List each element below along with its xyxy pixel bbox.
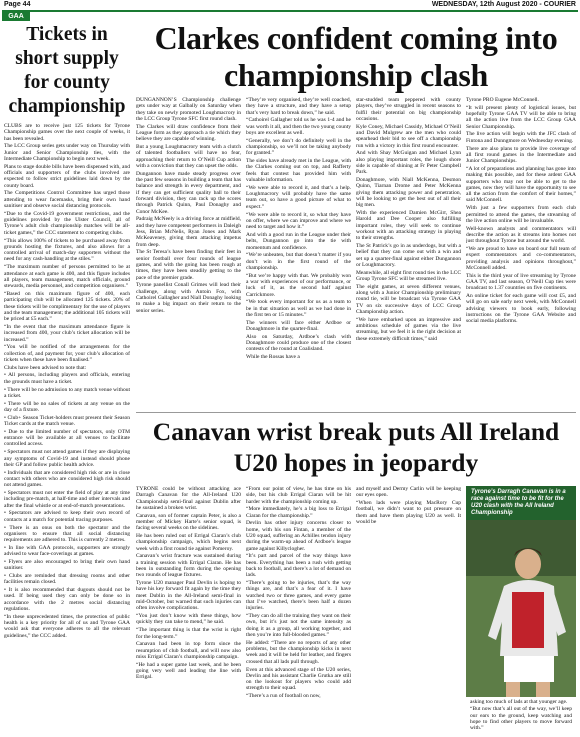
paragraph: Tyrone panellist Conall Grimes will lead their challenge, along with Antoin Fox, with Cathoirel Gallagher and Niall Donaghy looking to make a big impact on their return to the senior series.: [136, 282, 241, 314]
sidebar-body: [4, 123, 130, 639]
paragraph: The St Patrick’s go in as underdogs, but with a belief that they can come out with a win and set up a quarter-final against either Dungannon or Loughmacrory.: [356, 243, 461, 268]
paragraph: DUNGANNON’S Championship challenge gets under way at Galbally on Saturday when they take on newly promoted Loughmacrory in the LCC Group Tyrone SFC first round clash.: [136, 97, 241, 122]
paragraph: • Individuals that are considered high risk or are in close contact with others who are considered high risk should not attend games.: [4, 469, 130, 489]
paragraph: and myself and Dermy Carlin will be keeping our eyes open.: [356, 486, 461, 499]
paragraph: An online ticket for each game will cost £5, and will go on sale early next week, with McConnell advising viewers to book early, following instructions on the Tyrone GAA Website and social media platforms.: [466, 293, 576, 325]
paragraph: • There is an onus on both the spectator and the organisers to ensure that all social distancing requirements are adhered to. This is currently 2 metres.: [4, 524, 130, 544]
paragraph: “When lads were playing MacRory Cup football, we didn’t want to put pressure on them and have them playing U20 as well. It would be: [356, 500, 461, 525]
paragraph: “Based on this maximum figure of 400, each participating club will be allocated 125 tickets. 20% of these tickets will be complimentary for the use of players and the team management; the additional 105 tickets will be priced at £5 each.”: [4, 290, 130, 323]
story2-column-2: [246, 486, 351, 735]
paragraph: “We are proud to have on board our full team of expert commentators and co-commentators, providing analysis and opinions throughout,” McConnell added.: [466, 246, 576, 271]
paragraph: Kyle Coney, Michael Cassidy, Michael O’Neill and David Mulgrew are the men who could spearhead their bid to see off a championship run with a victory in this first round encounter.: [356, 123, 461, 149]
paragraph: The LCC Group series gets under way on Thursday with Junior and Senior Championship ties, with the Intermediate Championship to begin next week.: [4, 143, 130, 162]
paragraph: Also on Saturday, Ardboe’s clash with Donaghmore could produce one of the closest contests of the round at Coalisland.: [246, 333, 351, 353]
paragraph: The Clarkes will draw confidence from their League form as they approach a tie which they believe they are capable of winning.: [136, 123, 241, 143]
story2-column-3-continued: [466, 697, 576, 735]
paragraph: He added: “There are no reports of any other problems, but the championship kicks in next week and it will be held for leather, and fingers crossed that all lads pull through.: [246, 639, 351, 665]
paragraph: Even at this advanced stage of the U20 series, Devlin and his assistant Charlie Grutka are still on the lookout for players who could add strength to their squad.: [246, 666, 351, 692]
paragraph: The winners will face either Ardboe or Donaghmore in the quarter-final.: [246, 319, 351, 333]
paragraph: Well-known analysts and commentators will describe the action as it streams into homes not just throughout Tyrone but around the world.: [466, 225, 576, 245]
paragraph: “Generally, we don’t do definitely well in the championship, so we’ll not be taking anybody for granted.”: [246, 137, 351, 157]
photo-caption: Tyrone’s Darragh Canavan is in a race against time to be fit for the U20 clash with the All Ireland Championship: [466, 486, 576, 520]
paragraph: “They’re very organised, they’re well coached, they have a structure, and they have a setup that’s very hard to break down,” he said.: [246, 97, 351, 116]
paragraph: “In these unprecedented times, the protection of public health is a key priority for all of us and Tyrone GAA would ask that everyone adheres to all the relevant guidelines,” the CCC added.: [4, 613, 130, 639]
story1-column-2: [246, 97, 351, 410]
paragraph: “We took every important for us as a team to be in that situation as well as we had done in the first ten or 15 minutes.”: [246, 299, 351, 318]
paragraph: Tyrone U20 manager Paul Devlin is hoping to have his key forward fit again by the time they meet Dublin in the All-Ireland semi-final in mid-October, but warned that such injuries can often involve complications.: [136, 580, 241, 612]
paragraph: While the Rossas have a: [246, 354, 300, 361]
story2-column-3: [356, 486, 461, 735]
paragraph: • Spectators must not attend games if they are displaying any symptoms of Covid-19 and instead should phone their GP and follow public health advice.: [4, 449, 130, 468]
paragraph: There are also plans to provide live coverage of all first round games in the Intermediate and Junior Championships.: [466, 145, 576, 165]
paragraph: “You will be notified of the arrangements for the collection of, and payment for, your club’s allocation of tickets when these have been finalised.”: [4, 344, 130, 363]
paragraph: Dungannon have made steady progress over the past few seasons in building a team that has balance and strength in every department, and if they can get sufficient quality ball to their forward division, they can rack up the scores through Patrick Quinn, Paul Donaghy and Conor McKee.: [136, 170, 241, 215]
paragraph: Padraig McNeely is a driving force at midfield, and they have competent performers in Daleigh Jess, Brian McNelis, Ryan Jones and Mark McKeaveney, giving them attacking impetus from deep.: [136, 216, 241, 248]
paragraph: “More immediately, he’s a big loss to Errigal Ciaran for the championship.”: [246, 506, 351, 519]
paragraph: The eight games, at seven different venues, along with a Junior Championship preliminary round tie, will be broadcast via Tyrone GAA TV on six successive days of LCC Group Championship action.: [356, 283, 461, 315]
second-headline: Canavan wrist break puts All Ireland U20 hopes in jeopardy: [152, 417, 560, 477]
story1-column-3: [356, 97, 461, 410]
dateline: WEDNESDAY, 12th August 2020 - COURIER: [431, 1, 576, 8]
paragraph: Canavan, son of former captain Peter, is also a member of Mickey Harte’s senior squad, is facing several weeks on the sidelines.: [136, 512, 241, 532]
paragraph: Tyrone PRO Eugene McConnell.: [466, 97, 539, 103]
paragraph: Donaghmore, with Niall McKenna, Desmon Quinn, Tiarnan Drome and Peter McKenna giving them attacking power and penetration, will be looking to get the best out of all their big men.: [356, 177, 461, 209]
paragraph: • Spectators are advised to keep their own record of contacts at a match for potential tracing purposes.: [4, 510, 130, 523]
sidebar-headline: Tickets in short supply for county championship: [8, 24, 126, 117]
paragraph: “Cathoirel Gallagher told us he was 1-4 and he was worth it all, and then the two young county boys are excellent as well.: [246, 117, 351, 136]
paragraph: “In the event that the maximum attendance figure is increased from 400, your club’s ticket allocation will be increased.”: [4, 323, 130, 343]
paragraph: “A lot of preparations and planning has gone into making this possible, and for these ardent GAA supporters who may not be able to get to the games, now they will have the opportunity to see all the action from the comfort of their homes,” said McConnell.: [466, 165, 576, 204]
paragraph: “There’s a run of football on now,: [246, 693, 321, 700]
paragraph: “It will present plenty of logistical issues, but hopefully Tyrone GAA TV will be able to bring all the action live from the LCC Group GAA Senior Championship.: [466, 104, 576, 130]
paragraph: star-studded team peppered with county players, they’ve struggled in recent seasons to fulfil their potential on big championship occasions.: [356, 97, 461, 122]
paragraph: “It’s part and parcel of the way things have been. Everything has been a rush with getting back to football, and there’s a lot of demand on lads.: [246, 553, 351, 579]
main-headline: Clarkes confident coming into championship clash: [154, 20, 558, 93]
header-rule: [2, 10, 578, 12]
paragraph: CLUBS are to receive just 125 tickets for Tyrone Championship games over the next couple of weeks, it has been revealed.: [4, 123, 130, 142]
paragraph: “The maximum number of persons permitted to be at attendance at each game is 400, and this figure includes all players, team management, match officials, ground stewards, media personnel, and competition organisers.”: [4, 264, 130, 290]
paragraph: “This allows 100% of tickets to be purchased away from grounds hosting the fixtures, and also allows for a controlled arrival of match-day supporters without the need for any cash-handling at the stiles.”: [4, 237, 130, 263]
paragraph: Canavan’s wrist fracture was sustained during a training session with Errigal Ciaran. He has been in outstanding form during the opening two rounds of league fixtures.: [136, 553, 241, 579]
paragraph: “There’s going to be injuries, that’s the way things are, and that’s a fear of it. I have watched two or three games, and every game that I’ve watched, there’s been half a dozen injuries.: [246, 580, 351, 612]
paragraph: “But we’re happy with that. We probably won a war with experiences of our performance, or luck of it, as the second half against Carrickmore.: [246, 272, 351, 298]
paragraph: The St Teresa’s have been finding their feet in senior football over four rounds of league games, and with the going has been rough at times, they have been steadily getting to the pace of the premier grade.: [136, 249, 241, 281]
paragraph: • Clubs are reminded that dressing rooms and other facilities remain closed.: [4, 573, 130, 586]
paragraph: • There will be no admission to any match venue without a ticket.: [4, 386, 130, 399]
paragraph: Plans to stage double bills have been dispensed with, and officials and supporters of the clubs involved are expected to follow strict guidelines laid down by the county board.: [4, 163, 130, 189]
sidebar-story: [4, 23, 130, 735]
paragraph: “We have embarked upon an impressive and ambitious schedule of games via the live streaming, but we feel it is the right decision at these extremely difficult times,” said: [356, 316, 461, 342]
paragraph: Clubs have been advised to note that:: [4, 364, 87, 371]
paragraph: “The important thing is that the wrist is right for the long-term.”: [136, 627, 241, 640]
story-divider: [136, 412, 576, 413]
paragraph: This is the third year of live streaming by Tyrone GAA TV, and last season, O’Neill Cup ties were broadcast to 1.37 countries on five continents.: [466, 272, 576, 292]
paragraph: • In line with GAA protocols, supporters are strongly advised to wear face-coverings at games.: [4, 544, 130, 558]
story1-column-1: [136, 97, 241, 410]
story2-column-1: [136, 486, 241, 735]
paragraph: “He had a super game last week, and he been going very well and leading the line with Errigal.: [136, 661, 241, 681]
paragraph: “We were able to record it, and that’s a help. Loughmacrory will probably have the same team out, so have a good picture of what to expect.”: [246, 184, 351, 210]
paragraph: “We’re unbeaten, but that doesn’t matter if you don’t win in the first round of the championship.: [246, 252, 351, 271]
paragraph: “From our point of view, he has time on his side, but his club Errigal Ciaran will be hit harder with the championship coming up.: [246, 486, 351, 505]
paragraph: “We were able to record it, so what they have on offer, where we can improve and where we need to target and how it.”: [246, 211, 351, 231]
paragraph: • It is also recommended that dugouts should not be used. If being used they can only be done so in accordance with the 2 metres social distancing regulations.: [4, 587, 130, 613]
paragraph: With the experienced Damien McGirr, Shea Harold and Dee Cooper also fulfilling important roles, they will seek to continue workout with an attacking strategy in playing to their strengths.: [356, 210, 461, 242]
paragraph: • Flyers are also encouraged to bring their own hand sanitiser.: [4, 559, 130, 572]
paragraph: • Spectators must not enter the field of play at any time including pre-match, at half-time and other intervals and after the final whistle or at end-of-match presentations.: [4, 490, 130, 509]
paragraph: Canavan had been in top form since the resumption of club football, and will now also miss Errigal Ciaran’s championship campaign.: [136, 641, 241, 660]
paragraph: TYRONE could be without attacking ace Darragh Canavan for the All-Ireland U20 Championship semi-final against Dublin after he sustained a broken wrist.: [136, 486, 241, 511]
paragraph: Devlin has other injury concerns closer to home, with his son Fintan, a member of the U20 squad, suffering an Achilles tendon injury during the warm-up ahead of Ardboe’s league game against Killyclogher.: [246, 520, 351, 552]
paragraph: And with Shay McGuigan and Michael Lynn also playing important roles, the lough shore side is capable of shining at Fr Peter Campbell Park.: [356, 150, 461, 176]
paragraph: asking too much of lads at that younger age.: [470, 698, 568, 705]
paragraph: • Club+ Season Ticket-holders must present their Season Ticket cards at the match venue.: [4, 414, 130, 428]
paragraph: • There will be no sales of tickets at any venue on the day of a fixture.: [4, 400, 130, 413]
story1-column-4: [466, 97, 576, 410]
paragraph: “Due to the Covid-19 government restrictions, and the guidelines provided by the Ulster Council, all of Tyrone’s adult club championship matches will be all-ticket games,” the CCC statement to competing clubs.: [4, 210, 130, 236]
paragraph: And with a good run in the League under their belts, Dungannon go into the tie with momentum and confidence.: [246, 231, 351, 251]
paragraph: The live action will begin with the JFC clash of Fintona and Dunngmore on Wednesday evening.: [466, 131, 576, 144]
paragraph: He has been ruled out of Errigal Ciaran’s club championship campaign, which begins next week with a first round tie against Pomeroy.: [136, 533, 241, 552]
paragraph: But a young Loughmacrory team with a clutch of talented footballers will have no fear, approaching their return to O’Neill Cup action with a conviction that they can upset the odds.: [136, 144, 241, 169]
paragraph: The sides have already met in the League, with the Clarkes coming out on top, and Rafferty feels that contest has provided him with valuable information.: [246, 158, 351, 184]
paragraph: Meanwhile, all eight first round ties in the LCC Group Tyrone SFC will be streamed live.: [356, 269, 461, 283]
paragraph: The Competitions Control Committee has urged those attending to wear facemasks, bring their own hand sanitiser and observe social distancing protocols.: [4, 190, 130, 210]
paragraph: • All persons, including players and officials, entering the grounds must have a ticket.: [4, 372, 130, 385]
paragraph: With just a few supporters from each club permitted to attend the games, the streaming of the live action online will be invaluable.: [466, 205, 576, 224]
paragraph: “But now that’s all out of the way, we’ll keep our ears to the ground, keep watching and hope to find other players to move forward with.”: [470, 706, 572, 732]
paragraph: “You just don’t know with these things, how quickly they can take to mend,” he said.: [136, 613, 241, 626]
paragraph: • Due to the limited number of spectators, only OTM entrance will be available at all venues to facilitate controlled access.: [4, 428, 130, 448]
player-photo: [466, 486, 576, 735]
section-label: GAA: [2, 12, 30, 21]
paragraph: “They can do all the training they want on their own, but it’s just not the same intensity as doing it as a group, all working together, and then you’re into full-blooded games.”: [246, 613, 351, 639]
page-number: Page 44: [4, 1, 31, 8]
